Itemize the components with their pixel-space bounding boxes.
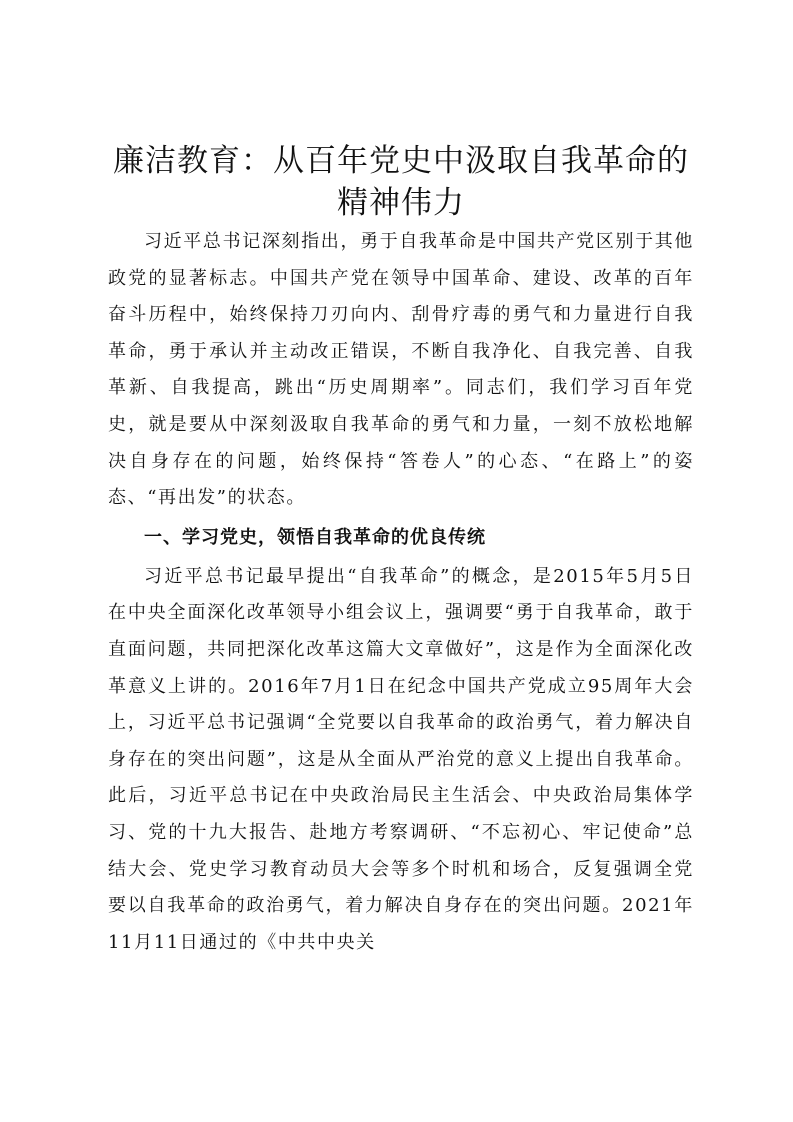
section-heading: 一、学习党史，领悟自我革命的优良传统 (144, 526, 486, 548)
document-title: 廉洁教育：从百年党史中汲取自我革命的精神伟力 (113, 143, 689, 221)
document-page (108, 140, 694, 961)
intro-paragraph: 习近平总书记深刻指出，勇于自我革命是中国共产党区别于其他政党的显著标志。中国共产党在领导中国革命、建设、改革的百年奋斗历程中，始终保持刀刃向内、刮骨疗毒的勇气和力量进行自我革命，勇于承认并主动改正错误，不断自我净化、自我完善、自我革新、自我提高，跳出“历史周期率”。同志们，我们学习百年党史，就是要从中深刻汲取自我革命的勇气和力量，一刻不放松地解决自身存在的问题，始终保持“答卷人”的心态、“在路上”的姿态、“再出发”的状态。 (108, 231, 694, 509)
section-paragraph: 习近平总书记最早提出“自我革命”的概念，是2015年5月5日在中央全面深化改革领导小组会议上，强调要“勇于自我革命，敢于直面问题，共同把深化改革这篇大文章做好”，这是作为全面深化改革意义上讲的。2016年7月1日在纪念中国共产党成立95周年大会上，习近平总书记强调“全党要以自我革命的政治勇气，着力解决自身存在的突出问题”，这是从全面从严治党的意义上提出自我革命。此后，习近平总书记在中央政治局民主生活会、中央政治局集体学习、党的十九大报告、赴地方考察调研、“不忘初心、牢记使命”总结大会、党史学习教育动员大会等多个时机和场合，反复强调全党要以自我革命的政治勇气，着力解决自身存在的突出问题。2021年11月11日通过的《中共中央关 (108, 565, 694, 953)
